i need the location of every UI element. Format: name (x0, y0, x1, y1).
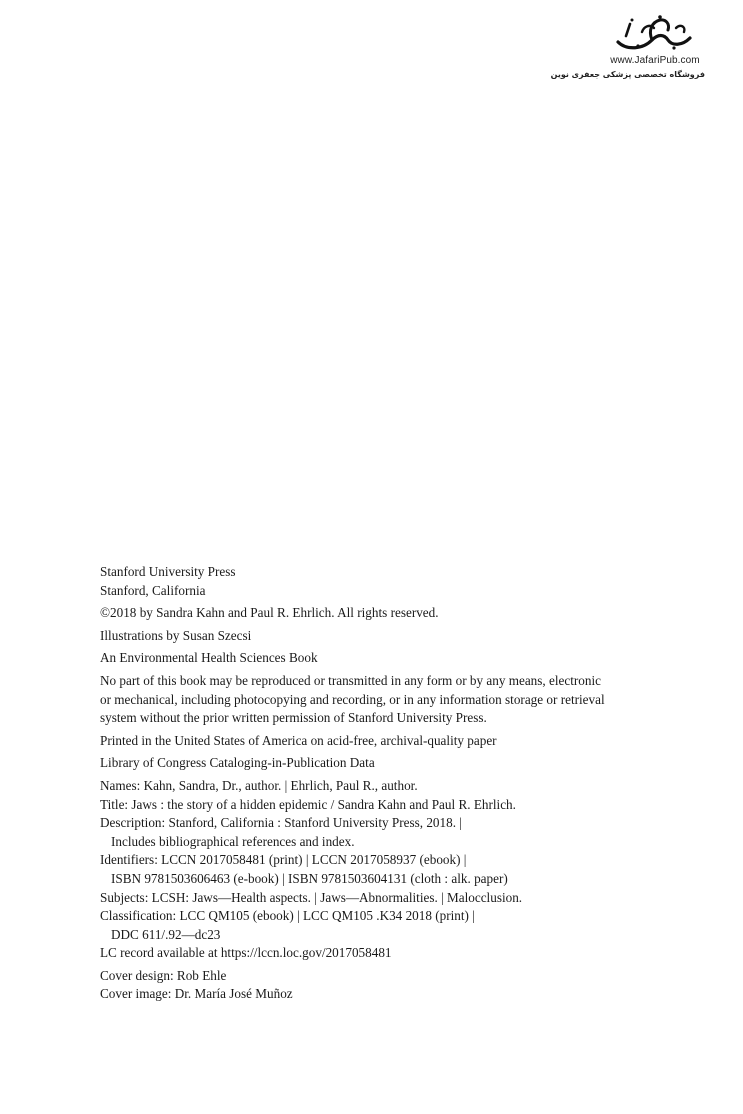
rights-line: or mechanical, including photocopying and recording, or in any information storage or retrieval (100, 691, 605, 707)
publisher-logo (550, 14, 705, 79)
cip-line: ISBN 9781503606463 (e-book) | ISBN 9781503604131 (cloth : alk. paper) (111, 870, 508, 886)
cip-line: Includes bibliographical references and index. (111, 833, 355, 849)
copyright-notice: ©2018 by Sandra Kahn and Paul R. Ehrlich. All rights reserved. (100, 605, 439, 621)
cover-image-credit: Cover image: Dr. María José Muñoz (100, 986, 293, 1002)
cip-line: Identifiers: LCCN 2017058481 (print) | LCCN 2017058937 (ebook) | (100, 852, 467, 868)
cover-design-credit: Cover design: Rob Ehle (100, 967, 227, 983)
copyright-page-text (100, 563, 620, 1008)
printing-note: Printed in the United States of America on acid-free, archival-quality paper (100, 732, 497, 748)
cip-line: Subjects: LCSH: Jaws—Health aspects. | Jaws—Abnormalities. | Malocclusion. (100, 889, 523, 905)
cip-data-block (100, 777, 620, 963)
cip-line: Description: Stanford, California : Stanford University Press, 2018. | (100, 815, 462, 831)
cip-line: Names: Kahn, Sandra, Dr., author. | Ehrlich, Paul R., author. (100, 777, 418, 793)
series-note: An Environmental Health Sciences Book (100, 650, 318, 666)
rights-block (100, 672, 620, 728)
logo-url: www.JafariPub.com (610, 55, 700, 66)
cover-credits-block (100, 967, 620, 1004)
publisher-name: Stanford University Press (100, 564, 236, 579)
cip-line: DDC 611/.92—dc23 (111, 926, 221, 942)
illustrations-credit: Illustrations by Susan Szecsi (100, 627, 252, 643)
copyright-block (100, 604, 620, 623)
cip-line: Classification: LCC QM105 (ebook) | LCC QM105 .K34 2018 (print) | (100, 908, 475, 924)
cip-line: LC record available at https://lccn.loc.gov/2017058481 (100, 945, 392, 961)
printing-block (100, 732, 620, 751)
cip-line: Title: Jaws : the story of a hidden epidemic / Sandra Kahn and Paul R. Ehrlich. (100, 796, 516, 812)
cip-heading-block (100, 754, 620, 773)
rights-line: system without the prior written permission of Stanford University Press. (100, 710, 487, 726)
jafaripub-calligraphy-icon (612, 14, 698, 54)
logo-tagline: فروشگاه تخصصی پزشکی جعفری نوین (550, 70, 705, 79)
publisher-block (100, 563, 620, 600)
rights-line: No part of this book may be reproduced or transmitted in any form or by any means, electronic (100, 672, 601, 688)
illustrations-block (100, 627, 620, 646)
series-block (100, 649, 620, 668)
publisher-location: Stanford, California (100, 582, 206, 598)
cip-heading: Library of Congress Cataloging-in-Publication Data (100, 755, 375, 771)
